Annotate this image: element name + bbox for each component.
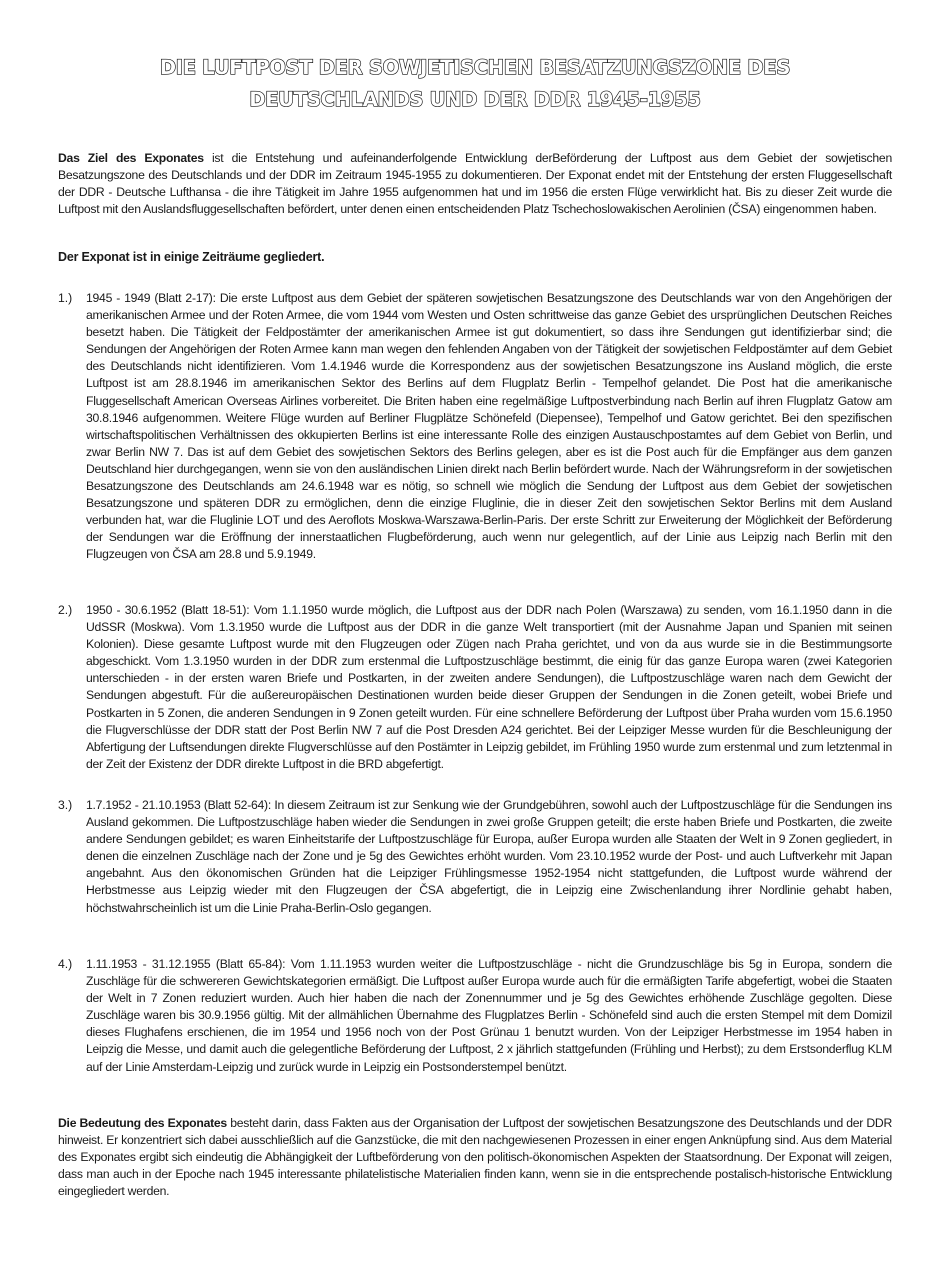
title-line-1: DIE LUFTPOST DER SOWJETISCHEN BESATZUNGSZONE DES (159, 56, 791, 79)
item-number: 1.) (58, 291, 73, 305)
title-line-2: DEUTSCHLANDS UND DER DDR 1945-1955 (249, 88, 701, 111)
item-text: 1945 - 1949 (Blatt 2-17): Die erste Luftpost aus dem Gebiet der späteren sowjetischen Besatzungszone des Deutschlands war von den Angehörigen der amerikanischen Armee und der Roten Armee, die vom 1944 vom Westen und Osten schrittweise das ganze Gebiet des ursprünglichen Deutschen Reiches besetzt haben. Die Tätigkeit der Feldpostämter der amerikanischen Armee ist gut dokumentiert, so dass ihre Sendungen gut identifizierbar sind; die Sendungen der Angehörigen der Roten Armee kann man wegen den fehlenden Angaben von der Tätigkeit der sowjetischen Feldpostämter auf dem Gebiet des Deutschlands nicht identifizieren. Vom 1.4.1946 wurde die Korrespondenz aus der sowjetischen Besatzungszone ins Ausland möglich, die erste Luftpost ist am 28.8.1946 im amerikanischen Sektor des Berlins auf dem Flugplatz Berlin - Tempelhof gelandet. Die Post hat die amerikanische Fluggesellschaft American Overseas Airlines vorbereitet. Die Briten haben eine regelmäßige Luftpostverbindung nach Berlin auf ihren Flugplatz Gatow am 30.8.1946 aufgenommen. Weitere Flüge wurden auf Berliner Flugplätze Schönefeld (Diepensee), Tempelhof und Gatow gerichtet. Bei den spezifischen wirtschaftspolitischen Verhältnissen des okkupierten Berlins ist eine interessante Rolle des einzigen Austauschpostamtes auf dem Gebiet von Berlin, und zwar Berlin NW 7. Das ist auf dem Gebiet des sowjetischen Sektors des Berlins gelegen, aber es ist die Post auch für die Empfänger aus dem ganzen Deutschland hier durchgegangen, wenn sie von den ausländischen Linien direkt nach Berlin befördert wurde. Nach der Währungsreform in der sowjetischen Besatzungszone des Deutschlands am 24.6.1948 war es nötig, so schnell wie möglich die Sendung der Luftpost aus dem Gebiet der sowjetischen Besatzungszone und späteren DDR zu ermöglichen, denn die einzige Fluglinie, die in dieser Zeit den sowjetischen Sektor Berlins mit dem Ausland verbunden hat, war die Fluglinie LOT und des Aeroflots Moskwa-Warszawa-Berlin-Paris. Der erste Schritt zur Erweiterung der Möglichkeit der Beförderung der Sendungen war die Eröffnung der innerstaatlichen Flugbeförderung, auch wenn nur gelegentlich, auf der Linie aus Leipzig nach Berlin mit den Flugzeugen von ČSA am 28.8 und 5.9.1949. (86, 291, 892, 562)
item-text: 1.7.1952 - 21.10.1953 (Blatt 52-64): In diesem Zeitraum ist zur Senkung wie der Grundgebühren, sowohl auch der Luftpostzuschläge für die Sendungen ins Ausland gekommen. Die Luftpostzuschläge haben wieder die Sendungen in zwei große Gruppen geteilt; die erste haben Briefe und Postkarten, die zweite andere Sendungen gebildet; es waren Einheitstarife der Luftpostzuschläge für Europa, außer Europa wurden alle Staaten der Welt in 9 Zonen gegliedert, in denen die einzelnen Zuschläge nach der Zone und je 5g des Gewichtes erhöht wurden. Vom 23.10.1952 wurde der Post- und auch Luftverkehr mit Japan angebahnt. Aus den ökonomischen Gründen hat die Leipziger Frühlingsmesse 1952-1954 nicht stattgefunden, die Luftpost wurde während der Herbstmesse aus Leipzig wieder mit den Flugzeugen der ČSA abgefertigt, die in Leipzig eine Zwischenlandung ihrer Nordlinie gehabt haben, höchstwahrscheinlich ist um die Linie Praha-Berlin-Oslo gegangen. (86, 798, 892, 915)
closing-text: besteht darin, dass Fakten aus der Organisation der Luftpost der sowjetischen Besatzungszone des Deutschlands und der DDR hinweist. Er konzentriert sich dabei ausschließlich auf die Ganzstücke, die mit den nachgewiesenen Prozessen in einer engen Anknüpfung sind. Aus dem Material des Exponates ergibt sich eindeutig die Abhängigkeit der Luftbeförderung von den politisch-ökonomischen Aspekten der Staatsordnung. Der Exponat will zeigen, dass man auch in der Epoche nach 1945 interessante philatelistische Materialien finden kann, wenn sie in die entsprechende postalisch-historische Entwicklung eingegliedert werden. (58, 1116, 893, 1199)
item-text: 1.11.1953 - 31.12.1955 (Blatt 65-84): Vom 1.11.1953 wurden weiter die Luftpostzuschläge - nicht die Grundzuschläge bis 5g in Europa, sondern die Zuschläge für die schwereren Gewichtskategorien ermäßigt. Die Luftpost außer Europa wurde auch für die ermäßigten Tarife abgefertigt, wobei die Staaten der Welt in 7 Zonen reduziert wurden. Auch hier haben die nach der Zonennummer und je 5g des Gewichtes erhöhende Zuschläge gegolten. Diese Zuschläge waren bis 30.9.1956 gültig. Mit der allmählichen Übernahme des Flugplatzes Berlin - Schönefeld sind auch die ersten Stempel mit dem Domizil dieses Flughafens erschienen, die im 1954 und 1956 noch von der Post Grünau 1 benutzt wurden. Von der Leipziger Herbstmesse im 1954 haben in Leipzig die Messe, und damit auch die gelegentliche Beförderung der Luftpost, 2 x jährlich stattgefunden (Frühling und Herbst); zu dem Erstsonderflug KLM auf der Linie Amsterdam-Leipzig und zurück wurde in Leipzig ein Postsonderstempel benützt. (86, 957, 892, 1074)
item-number: 3.) (58, 798, 73, 812)
intro-text: ist die Entstehung und aufeinanderfolgende Entwicklung derBeförderung der Luftpost aus dem Gebiet der sowjetischen Besatzungszone des Deutschlands und der DDR im Zeitraum 1945-1955 zu dokumentieren. Der Exponat endet mit der Entstehung der ersten Fluggesellschaft der DDR - Deutsche Lufthansa - die ihre Tätigkeit im Jahre 1955 aufgenommen hat und im 1956 die ersten Flüge verwirklicht hat. Bis zu dieser Zeit wurde die Luftpost mit den Auslandsfluggesellschaften befördert, unter denen einen entscheidenden Platz Tschechoslowakischen Aerolinien (ČSA) eingenommen haben. (58, 151, 892, 217)
list-item (58, 956, 892, 1076)
item-number: 2.) (58, 603, 73, 617)
list-item (58, 797, 892, 917)
page-title (60, 52, 890, 116)
list-item (58, 602, 892, 773)
item-text: 1950 - 30.6.1952 (Blatt 18-51): Vom 1.1.1950 wurde möglich, die Luftpost aus der DDR nach Polen (Warszawa) zu senden, vom 16.1.1950 dann in die UdSSR (Moskwa). Vom 1.3.1950 wurde die Luftpost aus der DDR in die ganze Welt transportiert (mit der Ausnahme Japan und Spanien mit seinen Kolonien). Diese gesamte Luftpost wurde mit den Flugzeugen oder Zügen nach Praha gerichtet, und von da aus wurde sie in die Bestimmungsorte abgeschickt. Vom 1.3.1950 wurden in der DDR zum erstenmal die Luftpostzuschläge bestimmt, die einig für das ganze Europa waren (zwei Kategorien unterschieden - in der ersten waren Briefe und Postkarten, in der zweiten andere Sendungen), die Luftpostzuschläge waren nach dem Gewicht der Sendungen abgestuft. Für die außereuropäischen Destinationen wurden beide dieser Gruppen der Sendungen in die Zonen geteilt, wobei Briefe und Postkarten in 5 Zonen, die anderen Sendungen in 9 Zonen geteilt wurden. Für eine schnellere Beförderung der Luftpost über Praha wurden vom 15.6.1950 die Flugverschlüsse der DDR statt der Post Berlin NW 7 auf die Post Dresden A24 gerichtet. Bei der Leipziger Messe wurden für die Beschleunigung der Abfertigung der Luftsendungen direkte Flugverschlüsse auf den Postämter in Leipzig gebildet, im Frühling 1950 wurde zum erstenmal und zum letztenmal in der Zeit der Existenz der DDR direkte Luftpost in die BRD abgefertigt. (86, 603, 892, 771)
item-number: 4.) (58, 957, 73, 971)
section-heading: Der Exponat ist in einige Zeiträume gegliedert. (58, 250, 325, 264)
closing-lead: Die Bedeutung des Exponates (58, 1116, 227, 1130)
intro-paragraph (58, 150, 892, 218)
list-item (58, 290, 892, 564)
closing-paragraph (58, 1115, 892, 1200)
intro-lead: Das Ziel des Exponates (58, 151, 204, 165)
